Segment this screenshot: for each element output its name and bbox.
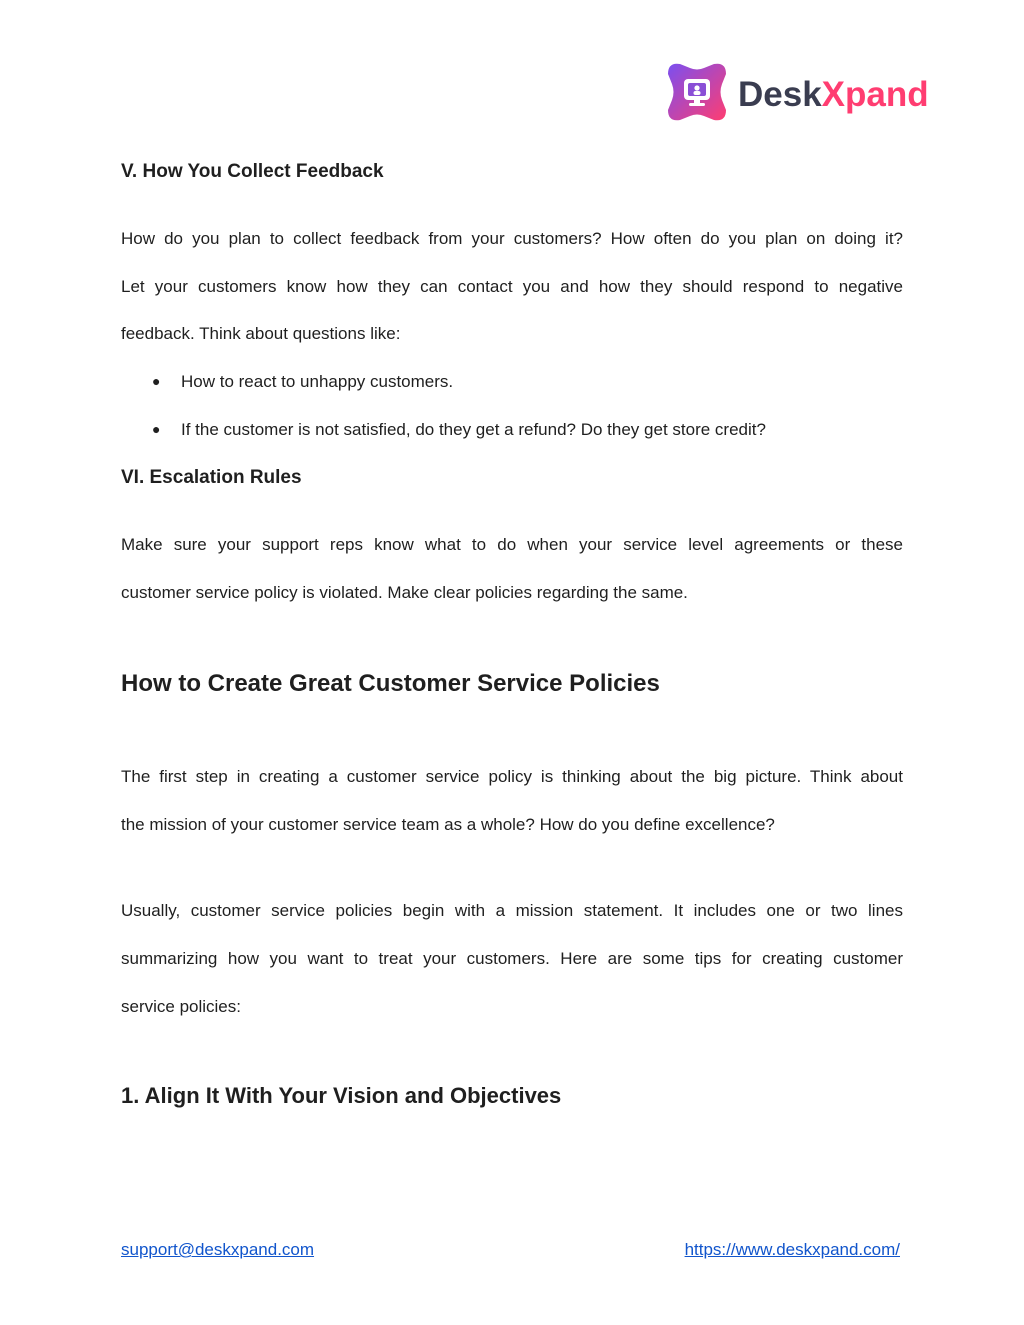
paragraph-line: feedback. Think about questions like: <box>121 324 401 343</box>
svg-text:DeskXpand <box>738 75 929 114</box>
paragraph-line: Let your customers know how they can contact you and how they should respond to negative <box>121 277 903 296</box>
website-link[interactable]: https://www.deskxpand.com/ <box>684 1240 900 1259</box>
page-heading: How to Create Great Customer Service Policies <box>121 670 660 697</box>
paragraph-line: the mission of your customer service team as a whole? How do you define excellence? <box>121 815 775 834</box>
paragraph-line: How do you plan to collect feedback from your customers? How often do you plan on doing it? <box>121 229 903 248</box>
deskxpand-logo <box>664 60 944 130</box>
paragraph-line: summarizing how you want to treat your customers. Here are some tips for creating customer <box>121 949 903 968</box>
paragraph-line: customer service policy is violated. Make clear policies regarding the same. <box>121 583 688 602</box>
bullet-icon: ● <box>152 421 161 437</box>
paragraph-line: Usually, customer service policies begin with a mission statement. It includes one or two lines <box>121 901 903 920</box>
logo-text-xpand: Xpand <box>821 75 929 114</box>
paragraph-line: The first step in creating a customer service policy is thinking about the big picture. Think about <box>121 767 903 786</box>
support-email-link[interactable]: support@deskxpand.com <box>121 1240 315 1259</box>
paragraph-line: Make sure your support reps know what to do when your service level agreements or these <box>121 535 903 554</box>
section-heading-escalation: VI. Escalation Rules <box>121 467 302 488</box>
logo-text-desk: Desk <box>738 75 822 114</box>
paragraph-line: service policies: <box>121 997 241 1016</box>
list-item: If the customer is not satisfied, do they get a refund? Do they get store credit? <box>181 420 766 439</box>
bullet-icon: ● <box>152 373 161 389</box>
section-heading-feedback: V. How You Collect Feedback <box>121 161 384 182</box>
subheading-align-vision: 1. Align It With Your Vision and Objectives <box>121 1083 562 1108</box>
list-item: How to react to unhappy customers. <box>181 372 454 391</box>
